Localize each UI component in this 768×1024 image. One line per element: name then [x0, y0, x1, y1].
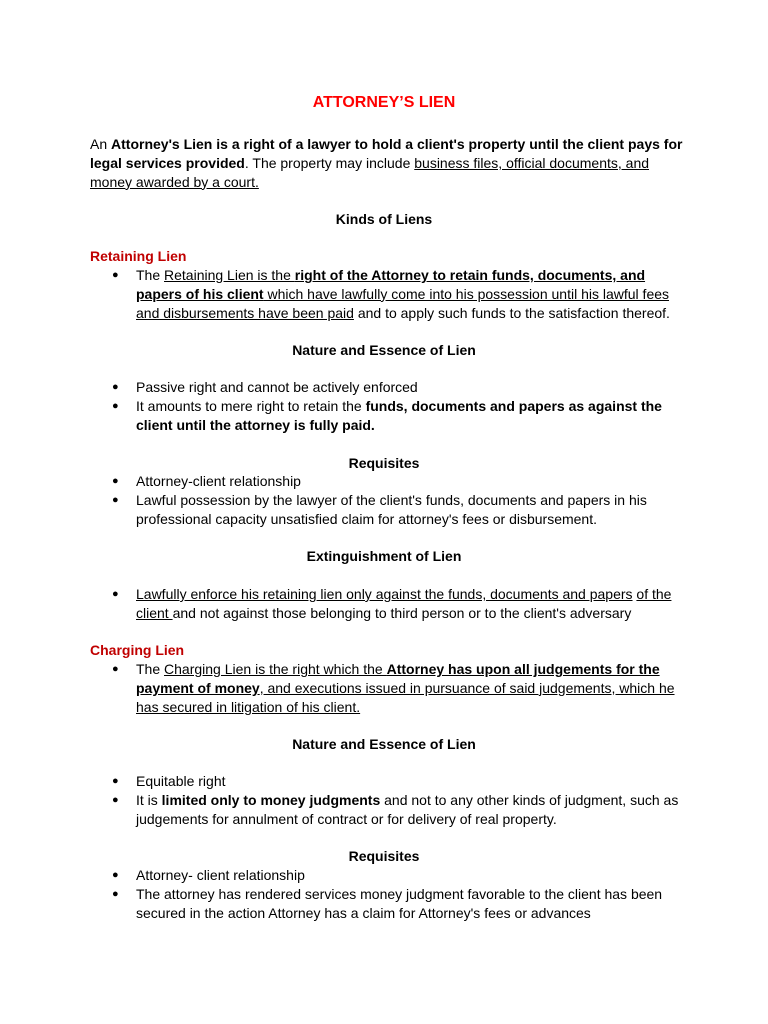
- charging-nature-heading: Nature and Essence of Lien: [292, 736, 476, 752]
- bullet-icon: ●: [112, 775, 119, 787]
- list-item-text: Attorney- client relationship: [136, 867, 305, 883]
- charging-lien-title: Charging Lien: [90, 642, 185, 658]
- bullet-icon: ●: [112, 588, 119, 600]
- kinds-heading: Kinds of Liens: [335, 211, 433, 227]
- list-item-text: The attorney has rendered services money judgment favorable to the client has been secured in the action Attorney has a claim for Attorney's fees or advances: [136, 885, 663, 921]
- bullet-icon: ●: [112, 475, 119, 487]
- charging-nature-list: [90, 772, 690, 828]
- bullet-icon: ●: [112, 663, 119, 675]
- list-item-text-2: and not to any other kinds of judgment, such as judgements for annulment of contract or for delivery of real property.: [136, 791, 679, 827]
- bullet-icon: ●: [112, 493, 119, 506]
- list-item: [90, 397, 690, 435]
- retaining-nature-list: [90, 378, 690, 434]
- document-title: ATTORNEY’S LIEN: [312, 94, 456, 111]
- bullet-text-underlined: Retaining Lien is the: [164, 267, 295, 283]
- bullet-icon: ●: [112, 869, 119, 881]
- extinguishment-heading: Extinguishment of Lien: [306, 548, 462, 564]
- list-item: [90, 472, 690, 491]
- bullet-icon: ●: [112, 793, 119, 806]
- list-item-text: Equitable right: [136, 773, 226, 789]
- intro-text: An: [90, 136, 112, 152]
- list-item: [90, 791, 690, 829]
- charging-requisites-list: [90, 866, 690, 922]
- retaining-requisites-list: [90, 472, 690, 528]
- list-item: [90, 866, 690, 885]
- list-item-text-bold: limited only to money judgments: [161, 791, 381, 808]
- list-item: [90, 266, 690, 322]
- list-item-text: It amounts to mere right to retain the: [136, 397, 366, 414]
- intro-definition: Attorney's Lien is a right of a lawyer to hold a client's property until the client pays for legal services provided: [90, 136, 683, 171]
- retaining-nature-heading: Nature and Essence of Lien: [292, 342, 476, 358]
- bullet-text-underlined: Charging Lien is the right which the: [164, 661, 387, 677]
- list-item-text: Passive right and cannot be actively enforced: [136, 379, 418, 395]
- bullet-icon: ●: [112, 269, 119, 281]
- intro-property-list: business files, official documents, and money awarded by a court.: [90, 154, 650, 190]
- bullet-icon: ●: [112, 399, 119, 412]
- bullet-text: The: [136, 267, 165, 283]
- bullet-text-underlined-2: which have lawfully come into his possession until his lawful fees and disbursements have been paid: [136, 285, 670, 321]
- charging-requisites-heading: Requisites: [348, 848, 420, 864]
- list-item: [90, 491, 690, 529]
- list-item-text: Lawful possession by the lawyer of the client's funds, documents and papers in his professional capacity unsatisfied claim for attorney's fees or disbursement.: [136, 491, 647, 527]
- bullet-icon: ●: [112, 381, 119, 393]
- list-item-text: It is: [136, 791, 162, 808]
- retaining-requisites-heading: Requisites: [348, 455, 420, 471]
- list-item-text: and not against those belonging to third person or to the client's adversary: [172, 604, 632, 621]
- bullet-text-bold: Attorney has upon all judgements for the payment of money: [136, 661, 660, 696]
- list-item-text-underlined: Lawfully enforce his retaining lien only against the funds, documents and papers: [136, 586, 633, 602]
- bullet-icon: ●: [112, 887, 119, 900]
- retaining-lien-title: Retaining Lien: [90, 248, 187, 264]
- bullet-text-underlined-2: , and executions issued in pursuance of said judgements, which he has secured in litigation of his client.: [136, 679, 675, 715]
- list-item-text: Attorney-client relationship: [136, 473, 301, 489]
- bullet-text-bold: right of the Attorney to retain funds, documents, and papers of his client: [136, 267, 646, 302]
- list-item: [90, 885, 690, 923]
- list-item-text-underlined-2: of the client: [136, 586, 672, 621]
- extinguishment-list: [90, 585, 690, 623]
- list-item: [90, 660, 690, 716]
- charging-lien-definition-list: [90, 660, 690, 716]
- intro-paragraph: [90, 135, 690, 191]
- intro-text-2: . The property may include: [244, 154, 415, 171]
- list-item: [90, 378, 690, 397]
- bullet-text: The: [136, 661, 165, 677]
- list-item: [90, 585, 690, 623]
- list-item-text-bold: funds, documents and papers as against the client until the attorney is fully paid.: [136, 397, 662, 433]
- bullet-text-2: and to apply such funds to the satisfaction thereof.: [353, 304, 670, 321]
- list-item: [90, 772, 690, 791]
- retaining-lien-definition-list: [90, 266, 690, 322]
